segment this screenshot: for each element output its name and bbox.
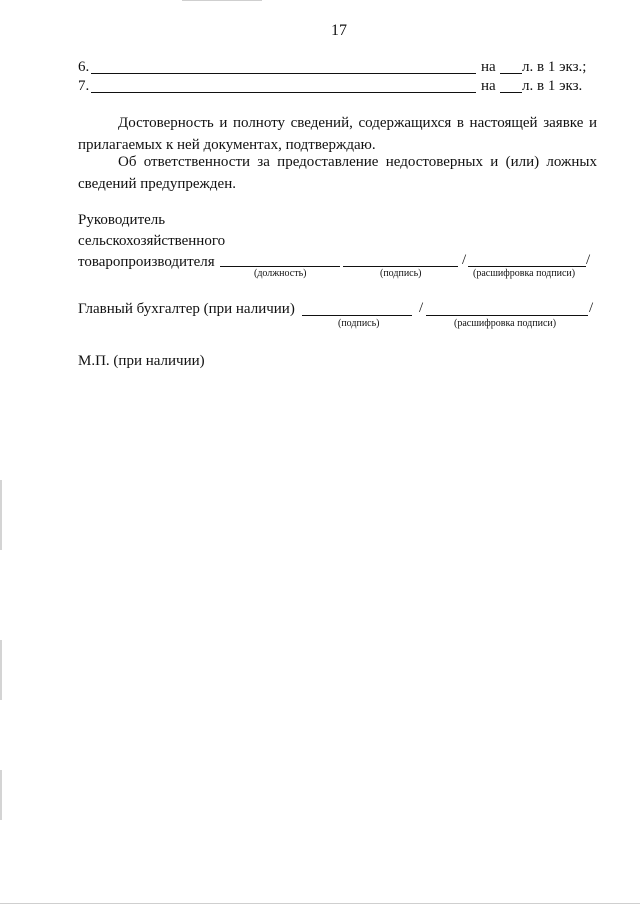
confirmation-paragraph xyxy=(78,112,597,156)
position-blank xyxy=(220,266,340,267)
responsibility-paragraph xyxy=(78,151,597,195)
slash: / xyxy=(419,300,424,316)
slash: / xyxy=(586,252,591,268)
item-blank-line xyxy=(91,73,476,74)
confirmation-text: Достоверность и полноту сведений, содержащихся в настоящей заявке и прилагаемых к ней документах, подтверждаю. xyxy=(78,115,597,153)
head-label-line3: товаропроизводителя xyxy=(78,254,215,270)
decoding-blank xyxy=(468,266,586,267)
signature-caption: (подпись) xyxy=(380,268,422,279)
decoding-caption: (расшифровка подписи) xyxy=(454,318,557,329)
slash: / xyxy=(589,300,594,316)
slash: / xyxy=(462,252,467,268)
scan-edge-mark xyxy=(0,640,2,700)
sheet-count-blank xyxy=(500,73,522,74)
sheet-count-blank xyxy=(500,92,522,93)
signature-caption: (подпись) xyxy=(338,318,380,329)
signature-blank xyxy=(343,266,458,267)
accountant-label: Главный бухгалтер (при наличии) xyxy=(78,301,295,317)
item-na-label: на xyxy=(481,59,496,75)
stamp-place-label: М.П. (при наличии) xyxy=(78,353,205,369)
item-number: 7. xyxy=(78,78,90,94)
head-label-line2: сельскохозяйственного xyxy=(78,233,226,249)
page-number: 17 xyxy=(331,22,347,39)
item-number: 6. xyxy=(78,59,90,75)
scan-edge-mark xyxy=(0,770,2,820)
signature-blank xyxy=(302,315,412,316)
scan-edge-mark xyxy=(0,903,640,904)
scan-edge-mark xyxy=(0,480,2,550)
item-suffix: л. в 1 экз.; xyxy=(522,59,587,75)
head-label-line1: Руководитель xyxy=(78,212,166,228)
item-suffix: л. в 1 экз. xyxy=(522,78,583,94)
item-blank-line xyxy=(91,92,476,93)
scan-edge-mark xyxy=(182,0,262,1)
position-caption: (должность) xyxy=(254,268,307,279)
decoding-caption: (расшифровка подписи) xyxy=(473,268,576,279)
item-na-label: на xyxy=(481,78,496,94)
decoding-blank xyxy=(426,315,588,316)
responsibility-text: Об ответственности за предоставление недостоверных и (или) ложных сведений предупрежден. xyxy=(78,154,597,192)
